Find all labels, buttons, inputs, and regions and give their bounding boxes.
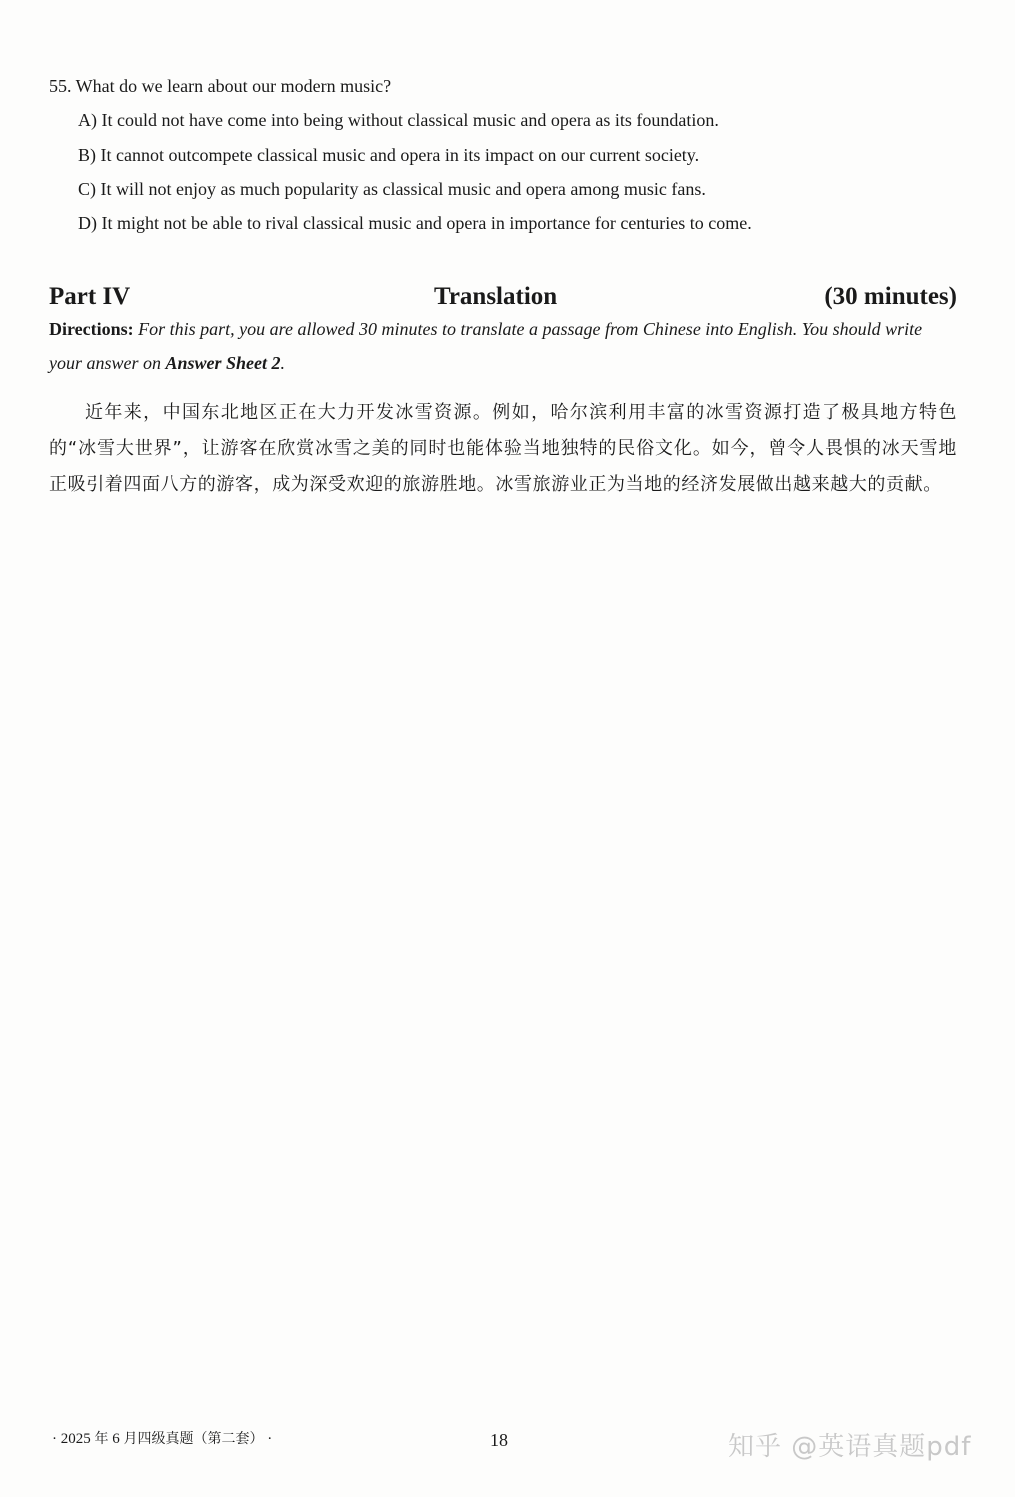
option-a: A) It could not have come into being without classical music and opera as its foundation. xyxy=(78,110,719,130)
answer-sheet-ref: Answer Sheet 2 xyxy=(165,353,281,373)
part-time: (30 minutes) xyxy=(824,283,957,310)
part-title: Translation xyxy=(434,283,558,310)
watermark: 知乎 @英语真题pdf xyxy=(728,1432,972,1462)
option-b: B) It cannot outcompete classical music and opera in its impact on our current society. xyxy=(78,145,700,165)
option-c: C) It will not enjoy as much popularity as classical music and opera among music fans. xyxy=(78,179,706,199)
part-header xyxy=(49,281,957,313)
directions-label: Directions: xyxy=(49,319,134,339)
directions xyxy=(49,312,957,380)
footer-exam-title xyxy=(52,1428,272,1450)
footer-month: 6 xyxy=(108,1431,124,1447)
question-stem: 55. What do we learn about our modern music? xyxy=(49,76,392,96)
part-label: Part IV xyxy=(49,283,131,310)
chinese-passage: 近年来，中国东北地区正在大力开发冰雪资源。例如，哈尔滨利用丰富的冰雪资源打造了极具地方特色的“冰雪大世界”，让游客在欣赏冰雪之美的同时也能体验当地独特的民俗文化。如今，曾令人畏惧的冰天雪地正吸引着四面八方的游客，成为深受欢迎的旅游胜地。冰雪旅游业正为当地的经济发展做出越来越大的贡献。 xyxy=(49,402,957,495)
footer-title-cjk: 月四级真题（第二套） xyxy=(123,1431,264,1447)
footer-year: · 2025 xyxy=(52,1431,95,1447)
footer-year-cjk: 年 xyxy=(94,1431,109,1447)
directions-text: For this part, you are allowed 30 minutes to translate a passage from Chinese into English. You should write your answer on xyxy=(49,319,923,373)
directions-end: . xyxy=(280,353,286,373)
footer-tail: · xyxy=(263,1431,273,1447)
page-number: 18 xyxy=(490,1430,508,1450)
option-d: D) It might not be able to rival classical music and opera in importance for centuries to come. xyxy=(78,213,752,233)
